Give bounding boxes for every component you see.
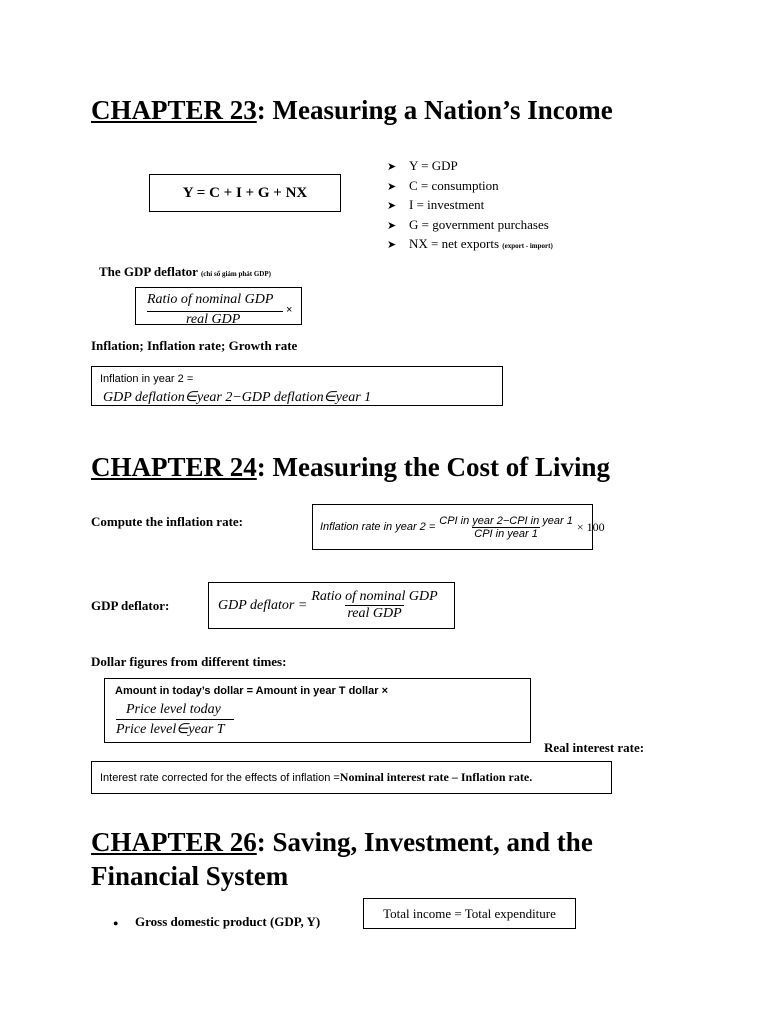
gdp-bullet-item [113, 914, 320, 930]
gdp-deflator-formula-box [135, 287, 302, 325]
fraction-bar [116, 719, 234, 720]
gdp-deflator-fraction [309, 589, 439, 622]
chapter-24-title: : Measuring the Cost of Living [256, 452, 611, 482]
definition-item: ➤ C = consumption [387, 177, 553, 197]
definition-item: ➤ G = government purchases [387, 216, 553, 236]
arrow-bullet-icon: ➤ [387, 200, 397, 212]
real-interest-description: Interest rate corrected for the effects of inflation = [100, 771, 340, 784]
gdp-bullet-text: Gross domestic product (GDP, Y) [135, 914, 321, 929]
definition-item: ➤ Y = GDP [387, 157, 553, 177]
arrow-bullet-icon: ➤ [387, 180, 397, 193]
total-income-text: Total income = Total expenditure [383, 905, 556, 921]
arrow-bullet-icon: ➤ [387, 239, 397, 251]
bullet-dot-icon: ● [113, 918, 119, 929]
gdp-deflator-denominator: real GDP [347, 606, 402, 621]
compute-inflation-label: Compute the inflation rate: [91, 514, 244, 529]
inflation-rate-formula-box [312, 504, 605, 550]
inflation-rate-lhs: Inflation rate in year 2 = [320, 521, 436, 533]
net-exports-note: (export - import) [502, 242, 553, 250]
gdp-deflator-lhs: GDP deflator = [218, 597, 308, 613]
chapter-26-heading [91, 826, 593, 894]
dollar-figures-label: Dollar figures from different times: [91, 654, 287, 669]
deflator-numerator: Ratio of nominal GDP [147, 292, 274, 307]
definition-item: ➤ I = investment [387, 196, 553, 216]
inflation-heading: Inflation; Inflation rate; Growth rate [91, 338, 298, 353]
gdp-deflator-label-24: GDP deflator: [91, 598, 170, 613]
gdp-deflator-label: The GDP deflator [99, 264, 201, 279]
price-level-numerator: Price level today [126, 702, 221, 717]
chapter-24-heading [91, 451, 610, 485]
real-interest-formula: Nominal interest rate – Inflation rate. [339, 770, 533, 784]
deflator-denominator: real GDP [186, 312, 241, 325]
chapter-26-number: CHAPTER 26 [91, 827, 257, 857]
gdp-component-list [387, 157, 553, 256]
gdp-equation-box [149, 174, 341, 212]
chapter-23-number: CHAPTER 23 [91, 95, 257, 125]
chapter-26-title-line2: Financial System [91, 860, 289, 891]
inflation-year2-formula: GDP deflation∈year 2−GDP deflation∈year 1 [103, 390, 372, 405]
times-symbol: × [286, 304, 293, 316]
arrow-bullet-icon: ➤ [387, 219, 397, 232]
chapter-23-title: : Measuring a Nation’s Income [256, 95, 613, 125]
arrow-bullet-icon: ➤ [387, 161, 397, 173]
real-interest-box [91, 761, 612, 794]
chapter-23-heading [91, 94, 613, 128]
inflation-rate-numerator: CPI in year 2−CPI in year 1 [439, 514, 573, 527]
inflation-rate-fraction [437, 515, 575, 540]
chapter-24-number: CHAPTER 24 [91, 452, 257, 482]
inflation-rate-denominator: CPI in year 1 [474, 527, 538, 540]
inflation-year2-label: Inflation in year 2 = [100, 373, 194, 385]
inflation-year2-box [91, 366, 503, 406]
gdp-deflator-formula-box-24 [208, 582, 455, 629]
definition-item: ➤ NX = net exports (export - import) [387, 235, 553, 256]
gdp-deflator-note: (chỉ số giảm phát GDP) [200, 270, 271, 278]
dollar-figures-box [104, 678, 531, 743]
gdp-deflator-numerator: Ratio of nominal GDP [311, 589, 438, 604]
chapter-26-title-line1: : Saving, Investment, and the [256, 827, 593, 857]
gdp-deflator-heading [99, 264, 271, 280]
gdp-equation: Y = C + I + G + NX [182, 184, 308, 201]
price-level-denominator: Price level∈year T [116, 722, 225, 737]
multiply-100: × 100 [576, 519, 605, 534]
real-interest-label: Real interest rate: [544, 740, 645, 755]
total-income-box [363, 898, 576, 929]
dollar-conversion-label: Amount in today’s dollar = Amount in year T dollar × [115, 685, 388, 697]
